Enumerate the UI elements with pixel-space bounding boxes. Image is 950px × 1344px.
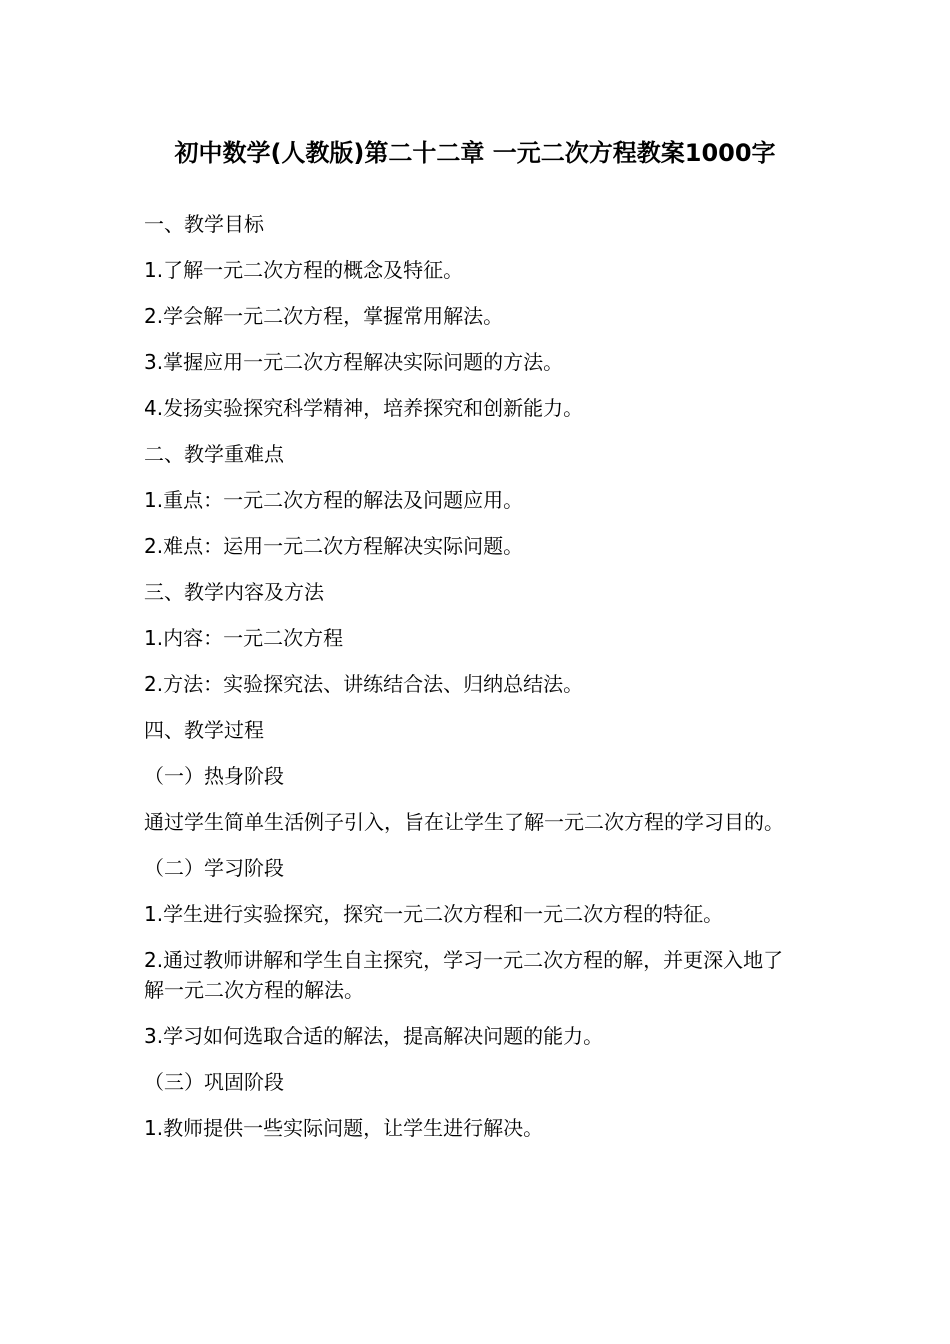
document-body bbox=[144, 209, 796, 1159]
document-title: 初中数学(人教版)第二十二章 一元二次方程教案1000字 bbox=[174, 139, 776, 167]
list-item: 1.内容：一元二次方程 bbox=[144, 626, 344, 650]
list-item: 1.学生进行实验探究，探究一元二次方程和一元二次方程的特征。 bbox=[144, 902, 724, 926]
list-item: 2.方法：实验探究法、讲练结合法、归纳总结法。 bbox=[144, 672, 584, 696]
list-item: 3.学习如何选取合适的解法，提高解决问题的能力。 bbox=[144, 1024, 604, 1048]
subsection-heading-consolidation: （三）巩固阶段 bbox=[144, 1070, 284, 1094]
list-item: 2.通过教师讲解和学生自主探究，学习一元二次方程的解，并更深入地了解一元二次方程的解法。 bbox=[144, 948, 784, 1002]
subsection-heading-warmup: （一）热身阶段 bbox=[144, 764, 284, 788]
section-heading-objectives: 一、教学目标 bbox=[144, 212, 264, 236]
section-heading-key-points: 二、教学重难点 bbox=[144, 442, 284, 466]
list-item: 1.教师提供一些实际问题，让学生进行解决。 bbox=[144, 1116, 544, 1140]
list-item: 3.掌握应用一元二次方程解决实际问题的方法。 bbox=[144, 350, 564, 374]
list-item: 1.了解一元二次方程的概念及特征。 bbox=[144, 258, 464, 282]
list-item: 2.难点：运用一元二次方程解决实际问题。 bbox=[144, 534, 524, 558]
section-heading-content-methods: 三、教学内容及方法 bbox=[144, 580, 324, 604]
list-item: 2.学会解一元二次方程，掌握常用解法。 bbox=[144, 304, 504, 328]
list-item: 4.发扬实验探究科学精神，培养探究和创新能力。 bbox=[144, 396, 584, 420]
section-heading-process: 四、教学过程 bbox=[144, 718, 264, 742]
body-paragraph: 通过学生简单生活例子引入，旨在让学生了解一元二次方程的学习目的。 bbox=[144, 810, 784, 834]
list-item: 1.重点：一元二次方程的解法及问题应用。 bbox=[144, 488, 524, 512]
subsection-heading-learning: （二）学习阶段 bbox=[144, 856, 284, 880]
